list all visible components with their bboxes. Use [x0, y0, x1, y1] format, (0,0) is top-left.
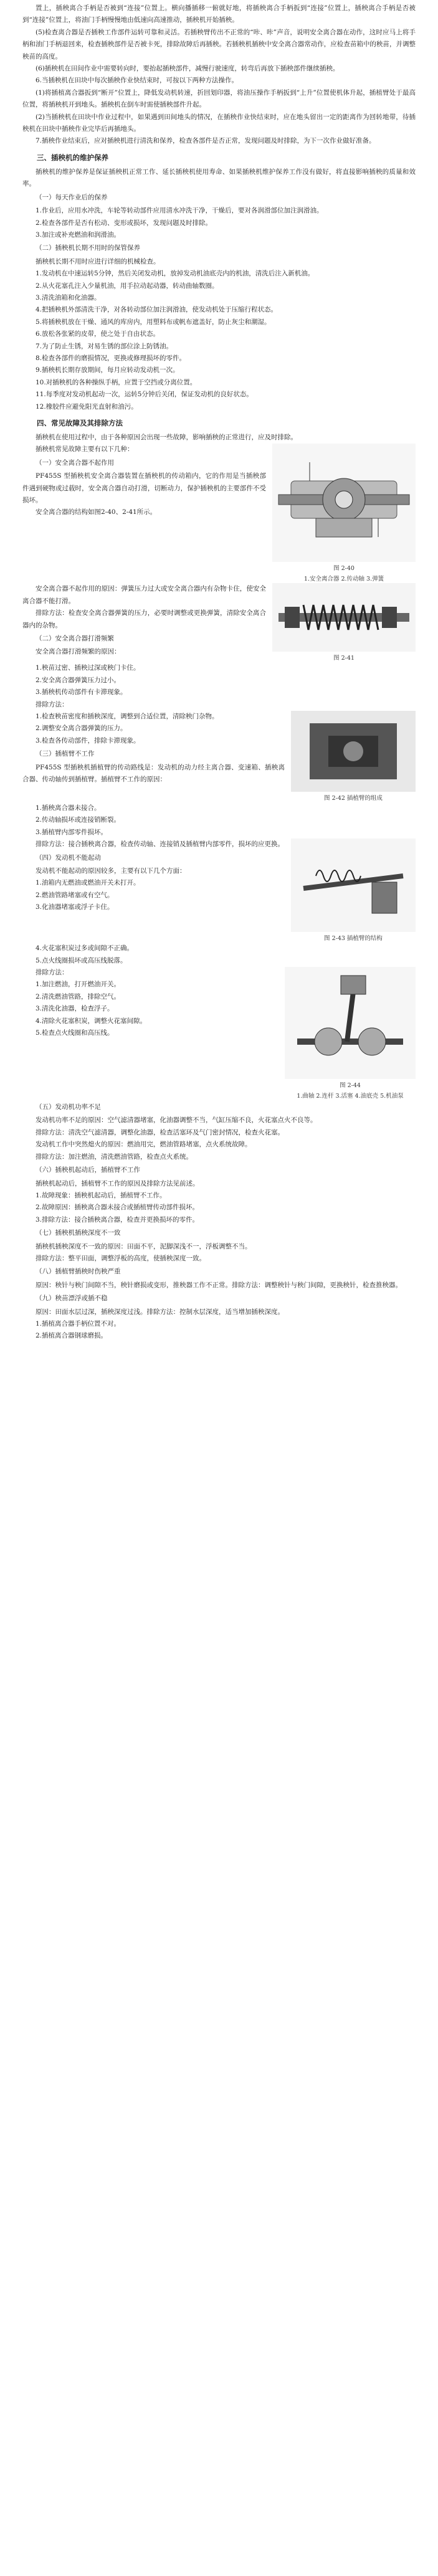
- text-figure-row: [22, 839, 416, 943]
- list-item: 2.调整安全离合器弹簧的压力。: [36, 725, 127, 733]
- text-figure-row: [22, 583, 416, 662]
- subsection-heading: （五）发动机功率不足: [36, 1103, 101, 1111]
- list-item: 3.插秧机传动部件有卡滞现象。: [36, 688, 127, 696]
- paragraph: 3.排除方法：接合插秧离合器，检查并更换损坏的零件。: [36, 1215, 199, 1224]
- subsection-heading: （二）安全离合器打滑频繁: [36, 635, 114, 643]
- paragraph: 安全离合器的结构如图2-40、2-41所示。: [36, 508, 157, 516]
- paragraph: (6)插秧机在田间作业中需要转向时，要抬起插秧部件，减慢行驶速度，转弯后再放下插秧部件继续插秧。: [36, 65, 340, 73]
- paragraph: 6.当插秧机在田块中每次插秧作业快结束时，可按以下两种方法操作。: [36, 77, 239, 85]
- list-item: 1.秧苗过密、插秧过深或秧门卡住。: [36, 664, 140, 672]
- list-item: 2.传动轴损坏或连接销断裂。: [36, 816, 121, 824]
- subsection-heading: （六）插秧机起动后，插植臂不工作: [36, 1166, 140, 1174]
- list-item: 5.将插秧机放在干燥、通风的库房内，用塑料布或帆布遮盖好，防止灰尘和潮湿。: [36, 318, 271, 326]
- paragraph: 发动机不能起动的原因较多，主要有以下几个方面：: [36, 867, 186, 875]
- text-figure-row: [22, 711, 416, 802]
- paragraph: 原因：田面水层过深，插秧深度过浅。排除方法：控制水层深度，适当增加插秧深度。: [36, 1308, 284, 1316]
- list-item: 3.清洗油箱和化油器。: [36, 293, 101, 302]
- paragraph: 排除方法：整平田面，调整浮板的高度，使插秧深度一致。: [36, 1254, 206, 1262]
- list-item: 6.放松各张紧的皮带，使之处于自由状态。: [36, 330, 160, 338]
- paragraph: 插秧机起动后，插植臂不工作的原因及排除方法见前述。: [36, 1179, 199, 1187]
- list-item: 3.检查各传动部件，排除卡滞现象。: [36, 736, 140, 744]
- list-item: 9.插秧机长期存放期间，每月应转动发动机一次。: [36, 366, 179, 374]
- paragraph: 排除方法：接合插秧离合器，检查传动轴、连接销及插植臂内部零件，损坏的应更换。: [36, 840, 284, 848]
- list-item: 3.加注或补充燃油和润滑油。: [36, 231, 121, 239]
- list-item: 12.橡胶件应避免阳光直射和油污。: [36, 402, 138, 411]
- spring-mechanism-illustration: [291, 839, 416, 932]
- section-heading: 三、插秧机的维护保养: [37, 153, 108, 162]
- engine-crankshaft-illustration: [285, 967, 416, 1079]
- list-item: 3.清洗化油器，检查浮子。: [36, 1005, 114, 1013]
- paragraph: 插秧机常见故障主要有以下几种：: [36, 445, 134, 454]
- paragraph: 排除方法：: [36, 700, 69, 708]
- paragraph: 插秧机长期不用时应进行详细的机械检查。: [36, 257, 160, 265]
- list-item: 4.清除火花塞积炭，调整火花塞间隙。: [36, 1017, 147, 1025]
- list-item: 2.燃油管路堵塞或有空气。: [36, 891, 114, 899]
- subsection-heading: （三）插植臂不工作: [36, 750, 95, 758]
- list-item: 1.插秧离合器未接合。: [36, 804, 101, 812]
- paragraph: 安全离合器不起作用的原因：弹簧压力过大或安全离合器内有杂物卡住，使安全离合器不能打滑。: [22, 585, 266, 605]
- paragraph: (5)检查离合器是否插秧工作部件运转可靠和灵活。若插秧臂传出不正常的“咔、咔”声音，说明安全离合器在动作，这时应马上将手柄和油门手柄退回来，检查插秧部件是否被卡死，排除故障后再插秧。若插秧机插秧中安全离合器常动作，应检查苗箱中的秧苗，并调整秧苗的高度。: [22, 28, 416, 60]
- text-figure-row: [22, 967, 416, 1100]
- paragraph: 排除方法：清洗空气滤清器，调整化油器，检查活塞环及气门密封情况，检查火花塞。: [36, 1128, 284, 1136]
- list-item: 5.检查点火线圈和高压线。: [36, 1029, 114, 1037]
- subsection-heading: （二）插秧机长期不用时的保管保养: [36, 244, 140, 252]
- list-item: 1.发动机在中速运转5分钟，然后关闭发动机，放掉发动机油底壳内的机油，清洗后注入新机油。: [36, 270, 315, 278]
- paragraph: 发动机功率不足的原因：空气滤清器堵塞，化油器调整不当，气缸压缩不良，火花塞点火不良等。: [36, 1116, 317, 1124]
- paragraph: 原因：秧针与秧门间隙不当，秧针磨损或变形，推秧器工作不正常。排除方法：调整秧针与秧门间隙，更换秧针，检查推秧器。: [36, 1281, 402, 1289]
- list-item: 1.油箱内无燃油或燃油开关未打开。: [36, 879, 140, 887]
- paragraph: 2.故障原因：插秧离合器未接合或插植臂传动部件损坏。: [36, 1204, 199, 1212]
- subsection-heading: （四）发动机不能起动: [36, 853, 101, 862]
- paragraph: PF455S 型插秧机安全离合器装置在插秧机的传动箱内，它的作用是当插秧部件遇到硬物或过载时，安全离合器自动打滑，切断动力，保护插秧机的主要部件不受损坏。: [22, 472, 266, 505]
- figure-2-41: [272, 583, 416, 662]
- spring-shaft-illustration: [272, 583, 416, 652]
- list-item: 2.清洗燃油管路，排除空气。: [36, 992, 121, 1000]
- paragraph: 排除方法：: [36, 969, 69, 977]
- list-item: 4.火花塞积炭过多或间隙不正确。: [36, 944, 134, 953]
- list-item: 11.每季度对发动机起动一次，运转5分钟后关闭，保证发动机的良好状态。: [36, 391, 253, 399]
- figure-caption: 图 2-44: [340, 1082, 361, 1090]
- paragraph: 发动机工作中突然熄火的原因：燃油用完，燃油管路堵塞，点火系统故障。: [36, 1141, 252, 1149]
- list-item: 3.插植臂内部零件损坏。: [36, 828, 108, 836]
- paragraph: PF455S 型插秧机插植臂的传动路线是：发动机的动力经主离合器、变速箱、插秧离合器、传动轴传到插植臂。插植臂不工作的原因：: [22, 763, 285, 784]
- figure-caption: 图 2-41: [333, 655, 355, 662]
- paragraph: 排除方法：检查安全离合器弹簧的压力，必要时调整或更换弹簧，清除安全离合器内的杂物。: [22, 609, 266, 629]
- paragraph: 插秧机插秧深度不一致的原因：田面不平，泥脚深浅不一，浮板调整不当。: [36, 1242, 252, 1250]
- list-item: 1.加注燃油，打开燃油开关。: [36, 981, 121, 989]
- paragraph: 安全离合器打滑频繁的原因：: [36, 648, 121, 656]
- section-heading: 四、常见故障及其排除方法: [37, 419, 123, 427]
- figure-2-44: [285, 967, 416, 1100]
- list-item: 2.安全离合器弹簧压力过小。: [36, 676, 121, 684]
- figure-2-40: [272, 444, 416, 583]
- list-item: 2.插植离合器钢球磨损。: [36, 1332, 108, 1340]
- subsection-heading: （八）插植臂插秧时伤秧严重: [36, 1268, 121, 1276]
- paragraph: 插秧机的维护保养是保证插秧机正常工作、延长插秧机使用寿命、如果插秧机维护保养工作没有做好，将直接影响插秧的质量和效率。: [22, 168, 416, 188]
- document-page: [22, 0, 416, 1343]
- figure-caption: 图 2-42 插植臂的组成: [324, 795, 383, 802]
- list-item: 7.为了防止生锈，对易生锈的部位涂上防锈油。: [36, 342, 173, 350]
- paragraph: (1)将插植离合器扳到“断开”位置上，降低发动机转速，折回划印器，将油压操作手柄扳到“上升”位置使机体升起，插植臂处于最高位置，将插秧机开到地头。插秧机在倒车时需使插秧部件升起。: [22, 88, 416, 109]
- paragraph: 1.故障现象：插秧机起动后，插植臂不工作。: [36, 1191, 166, 1199]
- figure-caption: 图 2-40: [333, 565, 355, 573]
- figure-caption: 图 2-43 插植臂的结构: [324, 935, 383, 943]
- figure-legend: 1.安全离合器 2.传动轴 3.弹簧: [303, 576, 384, 583]
- paragraph: 插秧机在使用过程中，由于各种原因会出现一些故障，影响插秧的正常进行，应及时排除。: [36, 434, 297, 441]
- subsection-heading: （一）安全离合器不起作用: [36, 459, 114, 467]
- list-item: 5.点火线圈损坏或高压线脱落。: [36, 956, 127, 964]
- clutch-assembly-illustration: [272, 444, 416, 562]
- figure-2-42: [291, 711, 416, 802]
- paragraph: 置上，插秧离合手柄是否被到“连接”位置上。横向播插移一俯就好地，将插秧离合手柄扳到“连接”位置上，插秧离合手柄是否被到“连接”位置上，将油门手柄慢慢地由低速向高速推动，插秧机开始插秧。: [22, 4, 416, 24]
- list-item: 1.检查秧苗密度和插秧深度，调整到合适位置，清除秧门杂物。: [36, 713, 219, 721]
- paragraph: 排除方法：加注燃油，清洗燃油管路，检查点火系统。: [36, 1153, 193, 1161]
- subsection-heading: （七）插秧机插秧深度不一致: [36, 1229, 121, 1237]
- list-item: 10.对插秧机的各种操纵手柄，应置于空挡或分离位置。: [36, 378, 197, 386]
- list-item: 1.插植离合器手柄位置不对。: [36, 1319, 121, 1328]
- list-item: 1.作业后，应用水冲洗，车轮等转动部件应用清水冲洗干净，干燥后，要对各润滑部位加注润滑油。: [36, 207, 323, 215]
- list-item: 3.化油器堵塞或浮子卡住。: [36, 903, 114, 911]
- list-item: 4.把插秧机外部清洗干净，对各转动部位加注润滑油，使发动机处于压缩行程状态。: [36, 306, 278, 314]
- figure-legend: 1.曲轴 2.连杆 3.活塞 4.油底壳 5.机油泵: [297, 1093, 404, 1100]
- subsection-heading: （九）秧苗漂浮或插不稳: [36, 1295, 108, 1303]
- text-figure-row: [22, 444, 416, 583]
- figure-2-43: [291, 839, 416, 943]
- planting-arm-photo: [291, 711, 416, 792]
- list-item: 8.检查各部件的磨损情况，更换或修理损坏的零件。: [36, 354, 186, 362]
- subsection-heading: （一）每天作业后的保养: [36, 193, 108, 201]
- list-item: 2.从火花塞孔注入少量机油，用手拉动起动器，转动曲轴数圈。: [36, 282, 219, 290]
- paragraph: (2)当插秧机在田块中作业过程中，如果遇到田间地头的情况，在插秧作业快结束时，应在地头留出一定的距离作为回转地带，待插秧机在田块中插秧作业完毕后再插地头。: [22, 113, 416, 133]
- list-item: 2.检查各部件是否有松动、变形或损坏，发现问题及时排除。: [36, 219, 212, 227]
- paragraph: 7.插秧作业结束后，应对插秧机进行清洗和保养，检查各部件是否正常，发现问题及时排除，为下一次作业做好准备。: [36, 137, 376, 145]
